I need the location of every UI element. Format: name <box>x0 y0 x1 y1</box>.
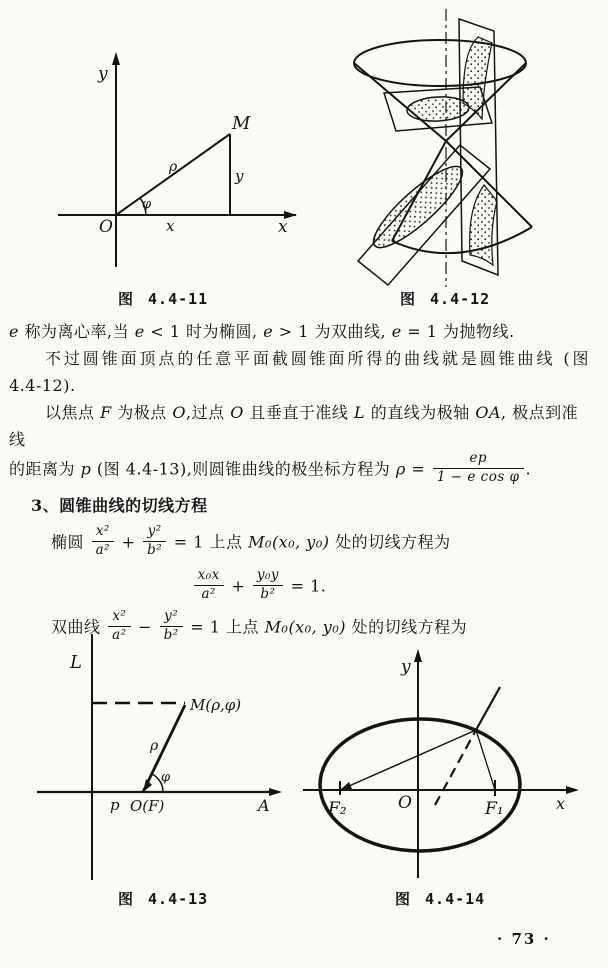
y-axis-arrow-icon <box>112 52 120 65</box>
top-cone-rim <box>354 40 526 86</box>
tangent-solid-line <box>476 687 500 730</box>
pole-label: O(F) <box>130 797 165 815</box>
x-axis-label: x <box>556 794 566 813</box>
equation-fraction-1: $\frac{\text{x₀x}}{\text{a²}}$ <box>194 568 224 602</box>
paragraph-ellipse-tangent: 椭圆 $\frac{\text{x²}}{\text{a²}}$ + $\frac{\text{y²}}{\text{b²}}$ = 1 上点 M₀(x₀, y₀) 处的切线方程为 <box>51 523 451 558</box>
caption-label: 图 <box>118 290 135 308</box>
caption-number: 4.4-14 <box>425 890 486 908</box>
y-axis-label: y <box>98 64 108 84</box>
axis-end-label: A <box>258 796 270 815</box>
polar-equation-fraction: $\frac{ep}{\text{1 − e cos φ}}$ <box>433 451 524 485</box>
caption-number: 4.4-12 <box>430 290 491 308</box>
paragraph-polar-line2: 的距离为 p (图 4.4-13),则圆锥曲线的极坐标方程为 ρ = $\frac{ep}{\text{1 − e cos φ}}$ . <box>9 450 532 485</box>
tangent-dashed-line <box>435 730 476 805</box>
hyperbola-section-bottom <box>470 185 497 265</box>
rho-label: ρ <box>150 738 159 754</box>
point-m-label: M <box>232 113 251 134</box>
caption-label: 图 <box>118 890 135 908</box>
paragraph-hyperbola-tangent: 双曲线 $\frac{\text{x²}}{\text{a²}}$ − $\frac{\text{y²}}{\text{b²}}$ = 1 上点 M₀(x₀, y₀) 处的切线方程为 <box>51 608 468 643</box>
focal-radius-2-line <box>340 730 476 790</box>
page-number: · 73 · <box>497 930 551 948</box>
paragraph-polar-line1: 以焦点 F 为极点 O,过点 O 且垂直于准线 L 的直线为极轴 OA, 极点到准线 <box>9 403 579 449</box>
focal-radius-arrow-icon <box>340 782 352 790</box>
directrix-label: L <box>70 652 82 673</box>
caption-fig-4-4-14 <box>395 888 485 909</box>
paragraph-eccentricity: e 称为离心率,当 e < 1 时为椭圆, e > 1 为双曲线, e = 1 为抛物线. <box>9 322 515 341</box>
caption-fig-4-4-13 <box>118 888 208 909</box>
axis-arrow-icon <box>269 788 282 796</box>
figure-4-4-12 <box>340 3 600 293</box>
caption-number: 4.4-13 <box>148 890 209 908</box>
rho-label: ρ <box>169 159 178 175</box>
point-m-label: M(ρ,φ) <box>190 696 242 714</box>
body-text <box>9 318 589 645</box>
phi-label: φ <box>142 197 152 212</box>
caption-fig-4-4-12 <box>400 288 490 309</box>
equation-fraction-2: $\frac{\text{y₀y}}{\text{b²}}$ <box>253 568 283 602</box>
paragraph-cone-section-line1: 不过圆锥面顶点的任意平面截圆锥面所得的曲线就是圆锥曲线 (图 <box>45 349 589 368</box>
hyperbola-fraction-1: $\frac{\text{x²}}{\text{a²}}$ <box>108 609 130 643</box>
section-heading: 3、圆锥曲线的切线方程 <box>31 496 208 516</box>
caption-fig-4-4-11 <box>118 288 208 309</box>
caption-number: 4.4-11 <box>148 290 209 308</box>
x-segment-label: x <box>166 217 175 235</box>
y-axis-arrow-icon <box>414 649 422 662</box>
x-axis-label: x <box>278 217 288 237</box>
focus-2-label: F₂ <box>328 799 347 819</box>
figure-4-4-13 <box>25 628 295 893</box>
ellipse-fraction-1: $\frac{\text{x²}}{\text{a²}}$ <box>92 524 114 558</box>
figure-4-4-11 <box>38 45 308 280</box>
radius-arrow-icon <box>143 779 152 792</box>
y-segment-label: y <box>235 167 244 185</box>
caption-label: 图 <box>395 890 412 908</box>
caption-label: 图 <box>400 290 417 308</box>
hyperbola-fraction-2: $\frac{\text{y²}}{\text{b²}}$ <box>160 609 183 643</box>
origin-label: O <box>99 217 113 237</box>
phi-label: φ <box>161 770 171 785</box>
tangent-equation: $\frac{\text{x₀x}}{\text{a²}}$ + $\frac{\text{y₀y}}{\text{b²}}$ = 1. <box>9 570 509 604</box>
origin-label: O <box>398 793 412 813</box>
y-axis-label: y <box>401 657 411 677</box>
focus-1-label: F₁ <box>485 799 504 819</box>
x-axis-arrow-icon <box>566 786 579 794</box>
figure-4-4-14 <box>295 628 595 893</box>
paragraph-cone-section-line2: 4.4-12). <box>9 376 76 395</box>
ellipse-fraction-2: $\frac{\text{y²}}{\text{b²}}$ <box>143 524 166 558</box>
p-distance-label: p <box>110 796 120 814</box>
